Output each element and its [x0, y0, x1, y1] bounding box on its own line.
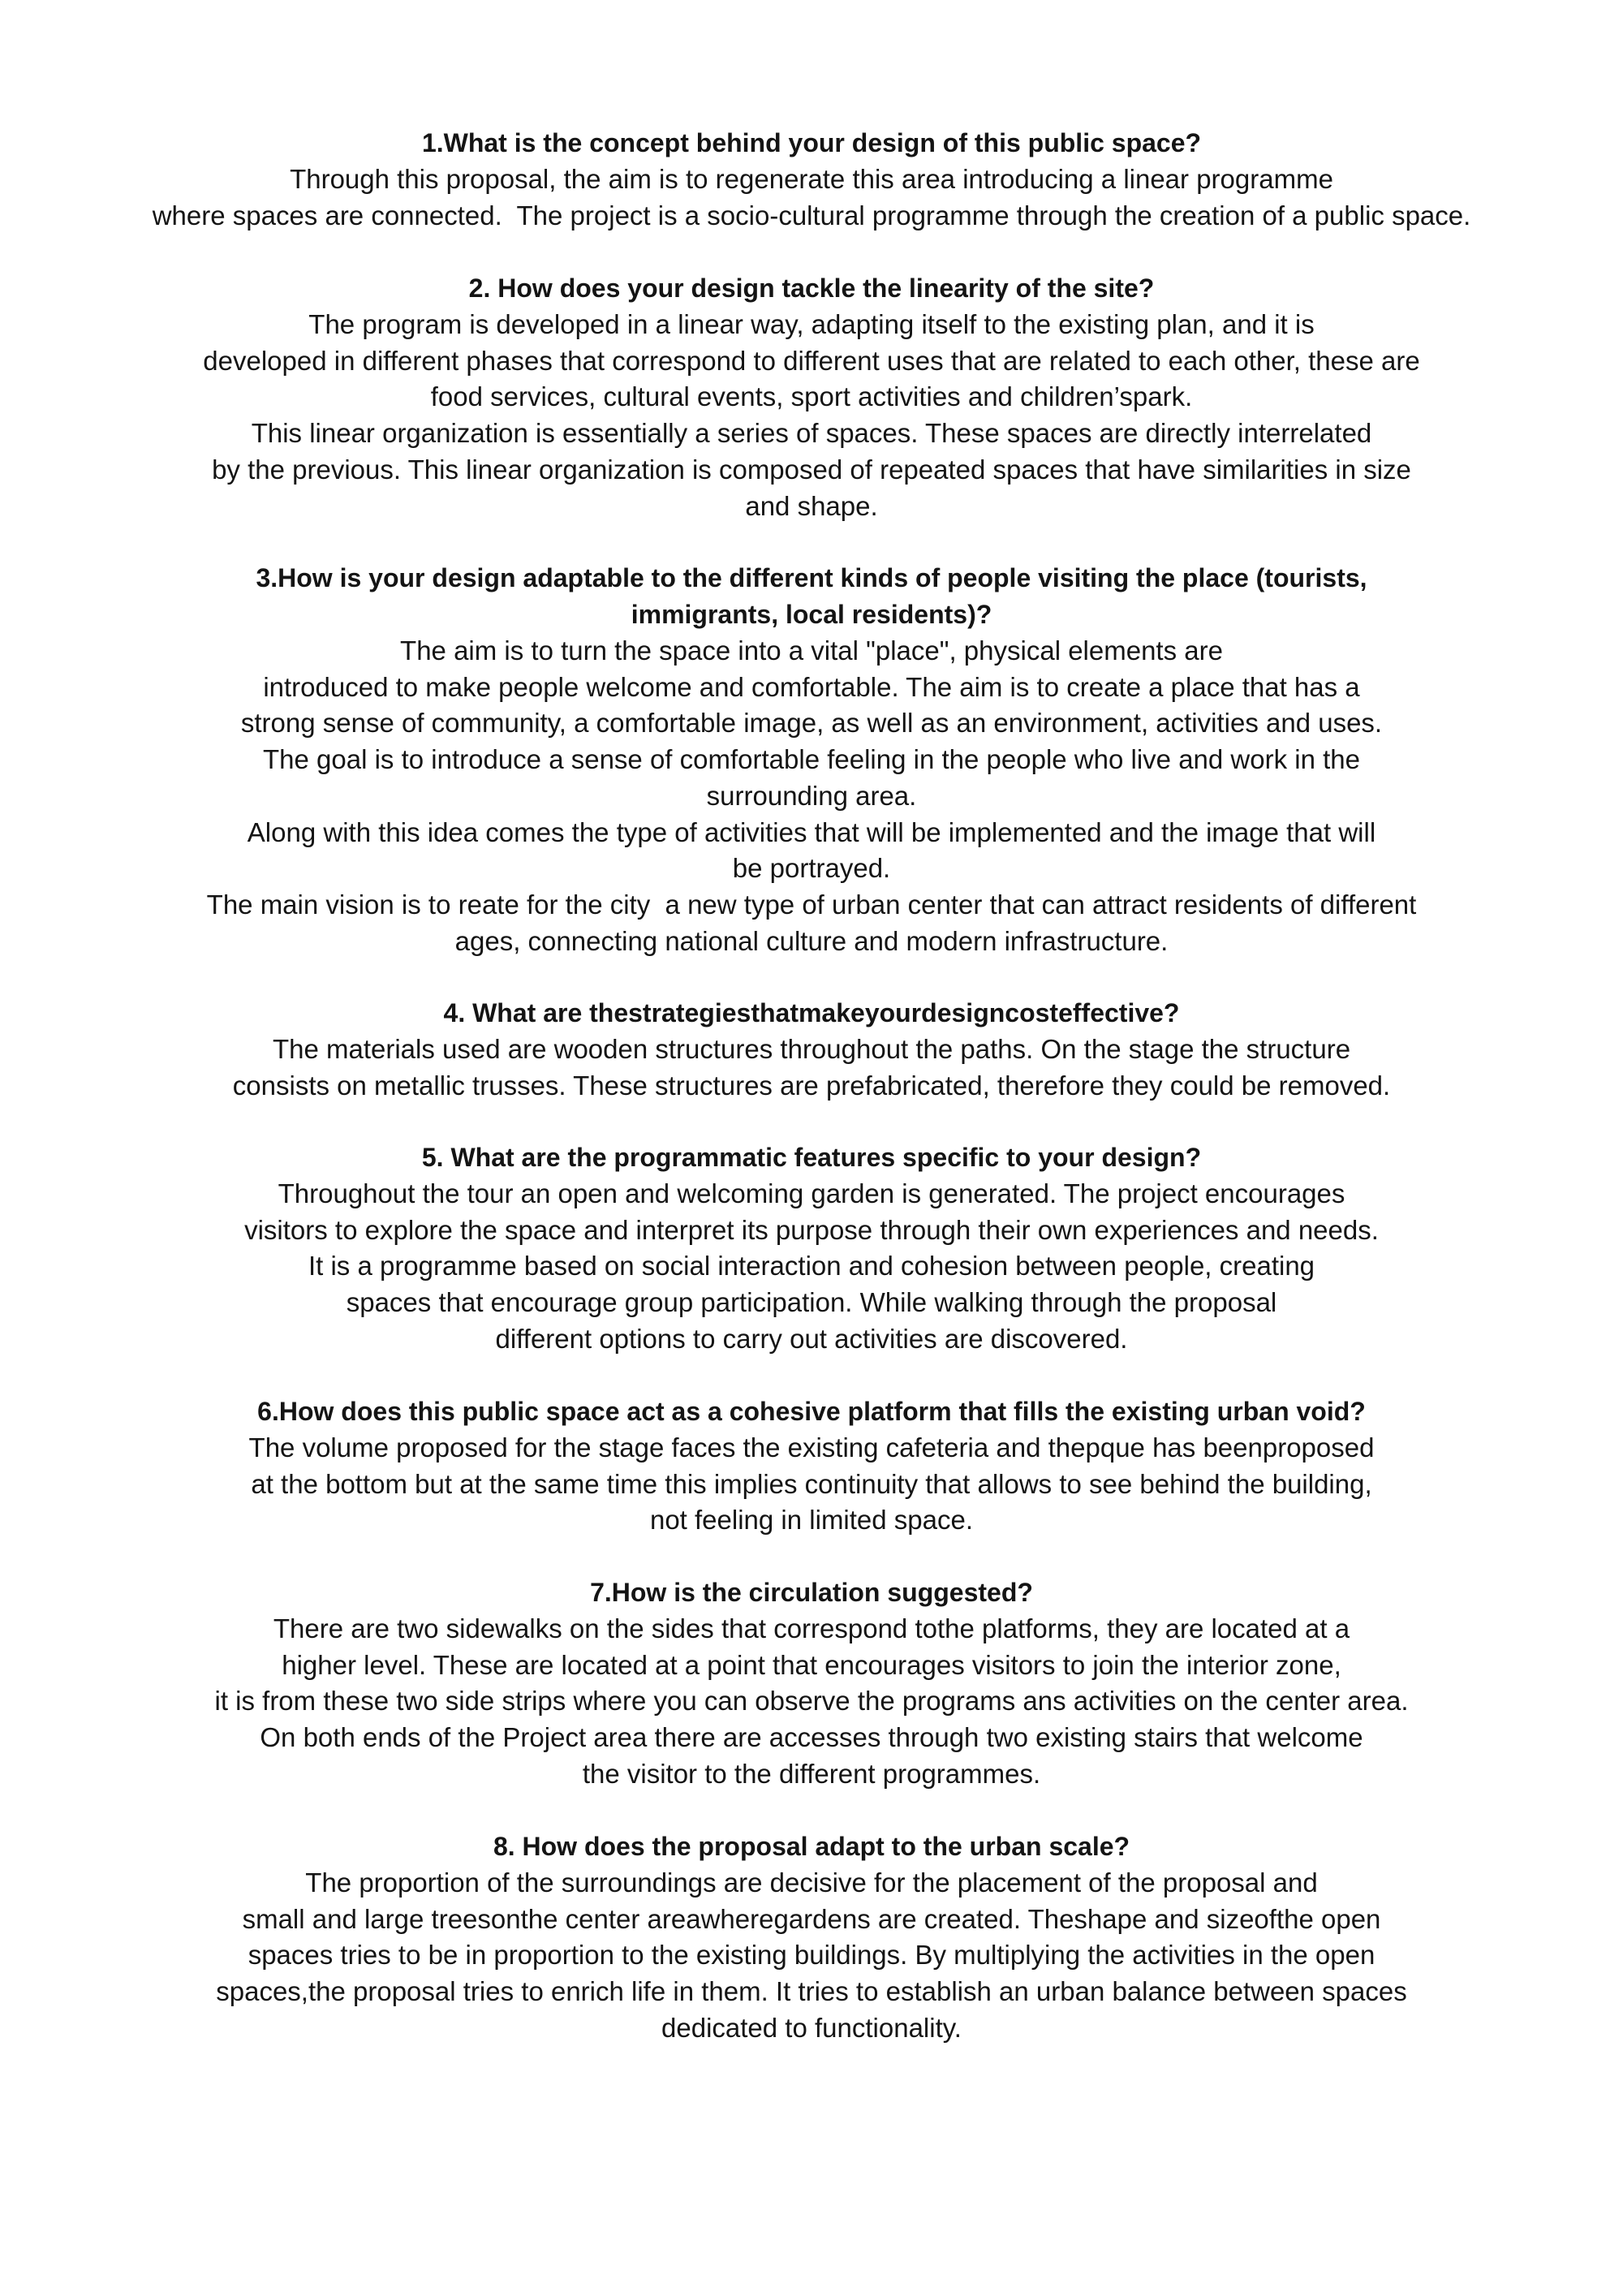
answer-line: surrounding area.	[706, 780, 917, 811]
answer-line: strong sense of community, a comfortable image, as well as an environment, activities and uses.	[240, 708, 1383, 739]
question-5	[49, 1139, 1574, 1176]
question-line: 2. How does your design tackle the linearity of the site?	[468, 274, 1155, 303]
qa-section-5	[49, 1139, 1574, 1358]
answer-5	[49, 1176, 1574, 1358]
answer-line: This linear organization is essentially a series of spaces. These spaces are directly interrelated	[251, 418, 1372, 449]
question-2	[49, 270, 1574, 307]
question-7	[49, 1574, 1574, 1611]
question-line: 3.How is your design adaptable to the different kinds of people visiting the place (tourists,	[256, 563, 1367, 592]
qa-section-6	[49, 1394, 1574, 1539]
answer-line: food services, cultural events, sport activities and children’spark.	[430, 381, 1193, 412]
qa-section-4	[49, 995, 1574, 1104]
answer-line: small and large treesonthe center areawheregardens are created. Theshape and sizeofthe open	[242, 1903, 1381, 1934]
qa-section-1	[49, 125, 1574, 234]
answer-line: The aim is to turn the space into a vital "place", physical elements are	[400, 635, 1223, 666]
question-line: 8. How does the proposal adapt to the urban scale?	[493, 1832, 1130, 1861]
question-line: 1.What is the concept behind your design of this public space?	[421, 128, 1202, 157]
question-4	[49, 995, 1574, 1032]
answer-line: dedicated to functionality.	[661, 2012, 962, 2043]
answer-line: higher level. These are located at a point that encourages visitors to join the interior zone,	[282, 1649, 1341, 1680]
answer-line: Throughout the tour an open and welcoming garden is generated. The project encourages	[278, 1178, 1345, 1208]
answer-line: ages, connecting national culture and modern infrastructure.	[454, 925, 1169, 956]
answer-line: The main vision is to reate for the city a new type of urban center that can attract residents of different	[206, 889, 1417, 920]
answer-line: The materials used are wooden structures throughout the paths. On the stage the structure	[272, 1034, 1351, 1064]
answer-line: consists on metallic trusses. These structures are prefabricated, therefore they could be removed.	[232, 1070, 1391, 1101]
qa-section-2	[49, 270, 1574, 524]
answer-1	[49, 162, 1574, 234]
answer-line: by the previous. This linear organization is composed of repeated spaces that have similarities in size	[212, 454, 1411, 485]
answer-8	[49, 1865, 1574, 2047]
answer-7	[49, 1611, 1574, 1793]
answer-line: The volume proposed for the stage faces the existing cafeteria and thepque has beenproposed	[248, 1432, 1375, 1462]
answer-line: where spaces are connected. The project is a socio-cultural programme through the creation of a public space.	[152, 200, 1471, 230]
answer-line: developed in different phases that correspond to different uses that are related to each other, these are	[203, 345, 1420, 376]
answer-line: The program is developed in a linear way, adapting itself to the existing plan, and it is	[308, 309, 1315, 339]
question-line: 5. What are the programmatic features specific to your design?	[421, 1143, 1202, 1172]
answer-2	[49, 307, 1574, 524]
question-8	[49, 1829, 1574, 1865]
qa-section-8	[49, 1829, 1574, 2047]
question-line: 7.How is the circulation suggested?	[590, 1578, 1033, 1607]
answer-line: Through this proposal, the aim is to regenerate this area introducing a linear programme	[290, 164, 1333, 194]
answer-line: It is a programme based on social interaction and cohesion between people, creating	[308, 1251, 1315, 1282]
answer-line: different options to carry out activities are discovered.	[495, 1323, 1128, 1354]
answer-line: be portrayed.	[732, 853, 891, 884]
qa-section-3	[49, 560, 1574, 959]
qa-section-7	[49, 1574, 1574, 1793]
answer-line: The proportion of the surroundings are decisive for the placement of the proposal and	[305, 1867, 1318, 1898]
question-line: 6.How does this public space act as a cohesive platform that fills the existing urban void?	[257, 1397, 1366, 1426]
answer-line: The goal is to introduce a sense of comfortable feeling in the people who live and work in the	[263, 744, 1360, 775]
answer-line: introduced to make people welcome and comfortable. The aim is to create a place that has a	[263, 671, 1360, 702]
answer-line: it is from these two side strips where you can observe the programs ans activities on the center area.	[214, 1686, 1409, 1717]
answer-line: There are two sidewalks on the sides that correspond tothe platforms, they are located at a	[273, 1613, 1350, 1643]
answer-line: On both ends of the Project area there are accesses through two existing stairs that welcome	[260, 1722, 1363, 1753]
answer-line: spaces that encourage group participation. While walking through the proposal	[346, 1287, 1277, 1318]
question-line: immigrants, local residents)?	[631, 600, 992, 629]
question-3	[49, 560, 1574, 633]
answer-line: and shape.	[745, 490, 878, 521]
answer-line: spaces tries to be in proportion to the existing buildings. By multiplying the activities in the open	[248, 1940, 1375, 1971]
answer-line: Along with this idea comes the type of activities that will be implemented and the image that will	[247, 816, 1376, 847]
answer-line: at the bottom but at the same time this implies continuity that allows to see behind the building,	[251, 1468, 1372, 1499]
answer-line: the visitor to the different programmes.	[582, 1758, 1041, 1789]
answer-line: visitors to explore the space and interpret its purpose through their own experiences and needs.	[244, 1214, 1379, 1245]
answer-6	[49, 1430, 1574, 1539]
answer-line: not feeling in limited space.	[649, 1505, 974, 1536]
answer-4	[49, 1032, 1574, 1104]
question-line: 4. What are thestrategiesthatmakeyourdesigncosteffective?	[443, 998, 1180, 1027]
question-6	[49, 1394, 1574, 1430]
answer-line: spaces,the proposal tries to enrich life in them. It tries to establish an urban balance between spaces	[216, 1976, 1407, 2007]
question-1	[49, 125, 1574, 162]
answer-3	[49, 633, 1574, 959]
